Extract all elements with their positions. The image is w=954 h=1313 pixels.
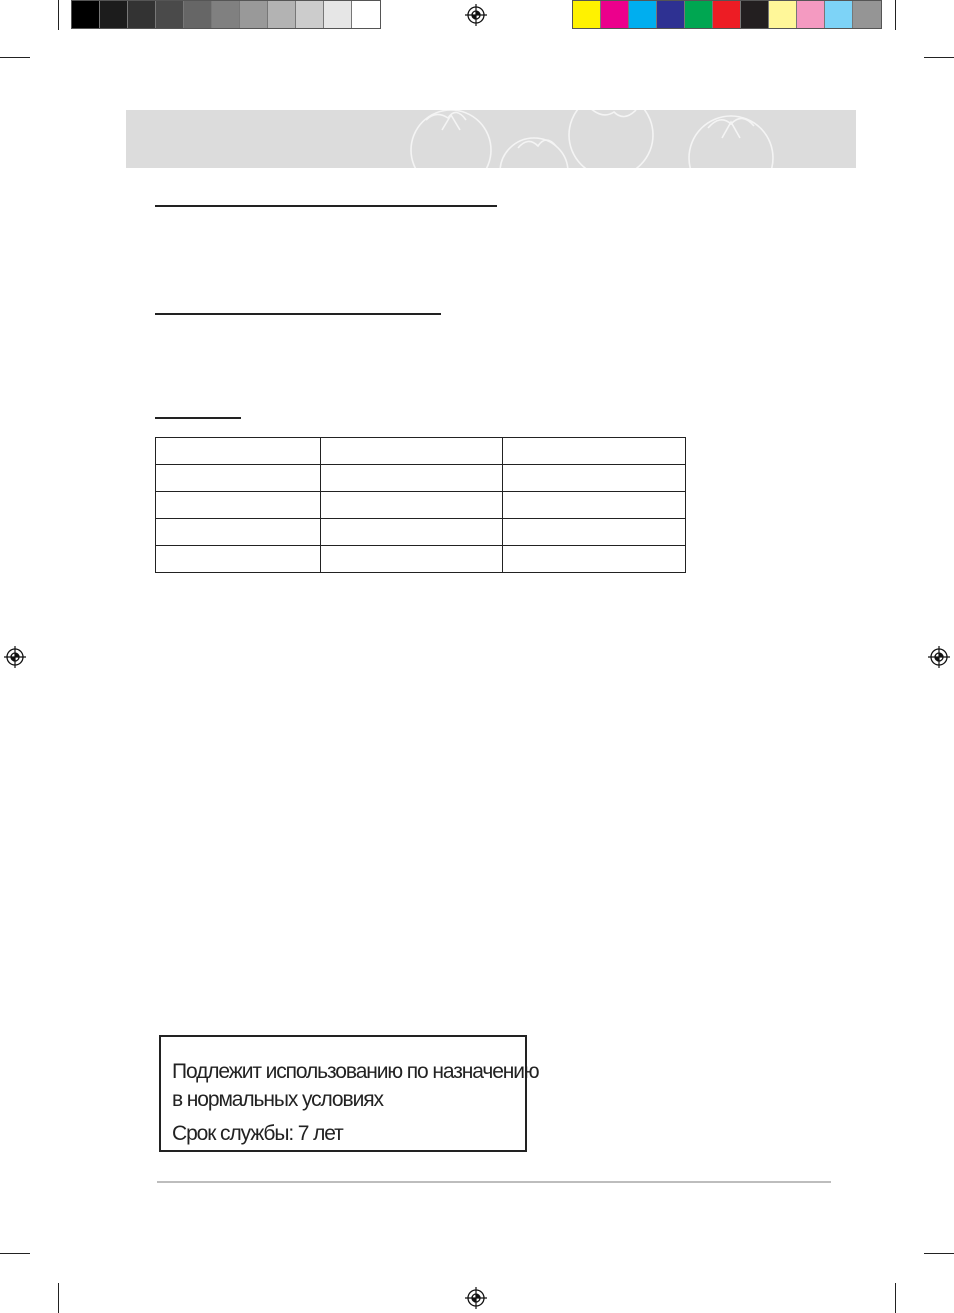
heading-underline [155,417,241,419]
table-cell [503,492,686,519]
service-life-text: Срок службы: 7 лет [172,1122,343,1145]
color-swatch [685,1,713,28]
table-cell [321,546,503,573]
table-cell [321,519,503,546]
color-swatch [825,1,853,28]
specification-table [155,437,686,573]
color-swatch [629,1,657,28]
table-cell [156,519,321,546]
registration-crosshair-icon [465,4,487,26]
notice-line: Подлежит использованию по назначению [172,1060,539,1083]
table-cell [321,492,503,519]
notice-line: в нормальных условиях [172,1088,383,1111]
registration-crosshair-icon [928,646,950,668]
grayscale-calibration-bar [71,0,381,29]
color-swatch [100,1,128,28]
color-swatch [212,1,240,28]
color-swatch [713,1,741,28]
color-swatch [769,1,797,28]
color-swatch [72,1,100,28]
color-swatch [296,1,324,28]
heading-underline [155,313,441,315]
color-swatch [573,1,601,28]
table-cell [321,438,503,465]
table-cell [156,438,321,465]
table-row [156,519,686,546]
table-row [156,492,686,519]
table-cell [503,465,686,492]
color-swatch [184,1,212,28]
table-cell [503,438,686,465]
usage-notice-box [159,1035,539,1152]
color-swatch [324,1,352,28]
table-cell [503,546,686,573]
color-swatch [156,1,184,28]
color-swatch [797,1,825,28]
color-swatch [268,1,296,28]
table-row [156,438,686,465]
color-calibration-bar [572,0,882,29]
color-swatch [128,1,156,28]
section-header-band [126,110,856,168]
registration-crosshair-icon [4,646,26,668]
footer-divider [157,1181,831,1183]
color-swatch [853,1,881,28]
color-swatch [741,1,769,28]
table-cell [503,519,686,546]
table-cell [321,465,503,492]
table-row [156,465,686,492]
heading-underline [155,205,497,207]
color-swatch [601,1,629,28]
table-cell [156,546,321,573]
color-swatch [657,1,685,28]
table-cell [156,465,321,492]
color-swatch [352,1,380,28]
registration-crosshair-icon [465,1287,487,1309]
table-row [156,546,686,573]
table-cell [156,492,321,519]
tomato-illustration-icon [126,110,856,168]
color-swatch [240,1,268,28]
